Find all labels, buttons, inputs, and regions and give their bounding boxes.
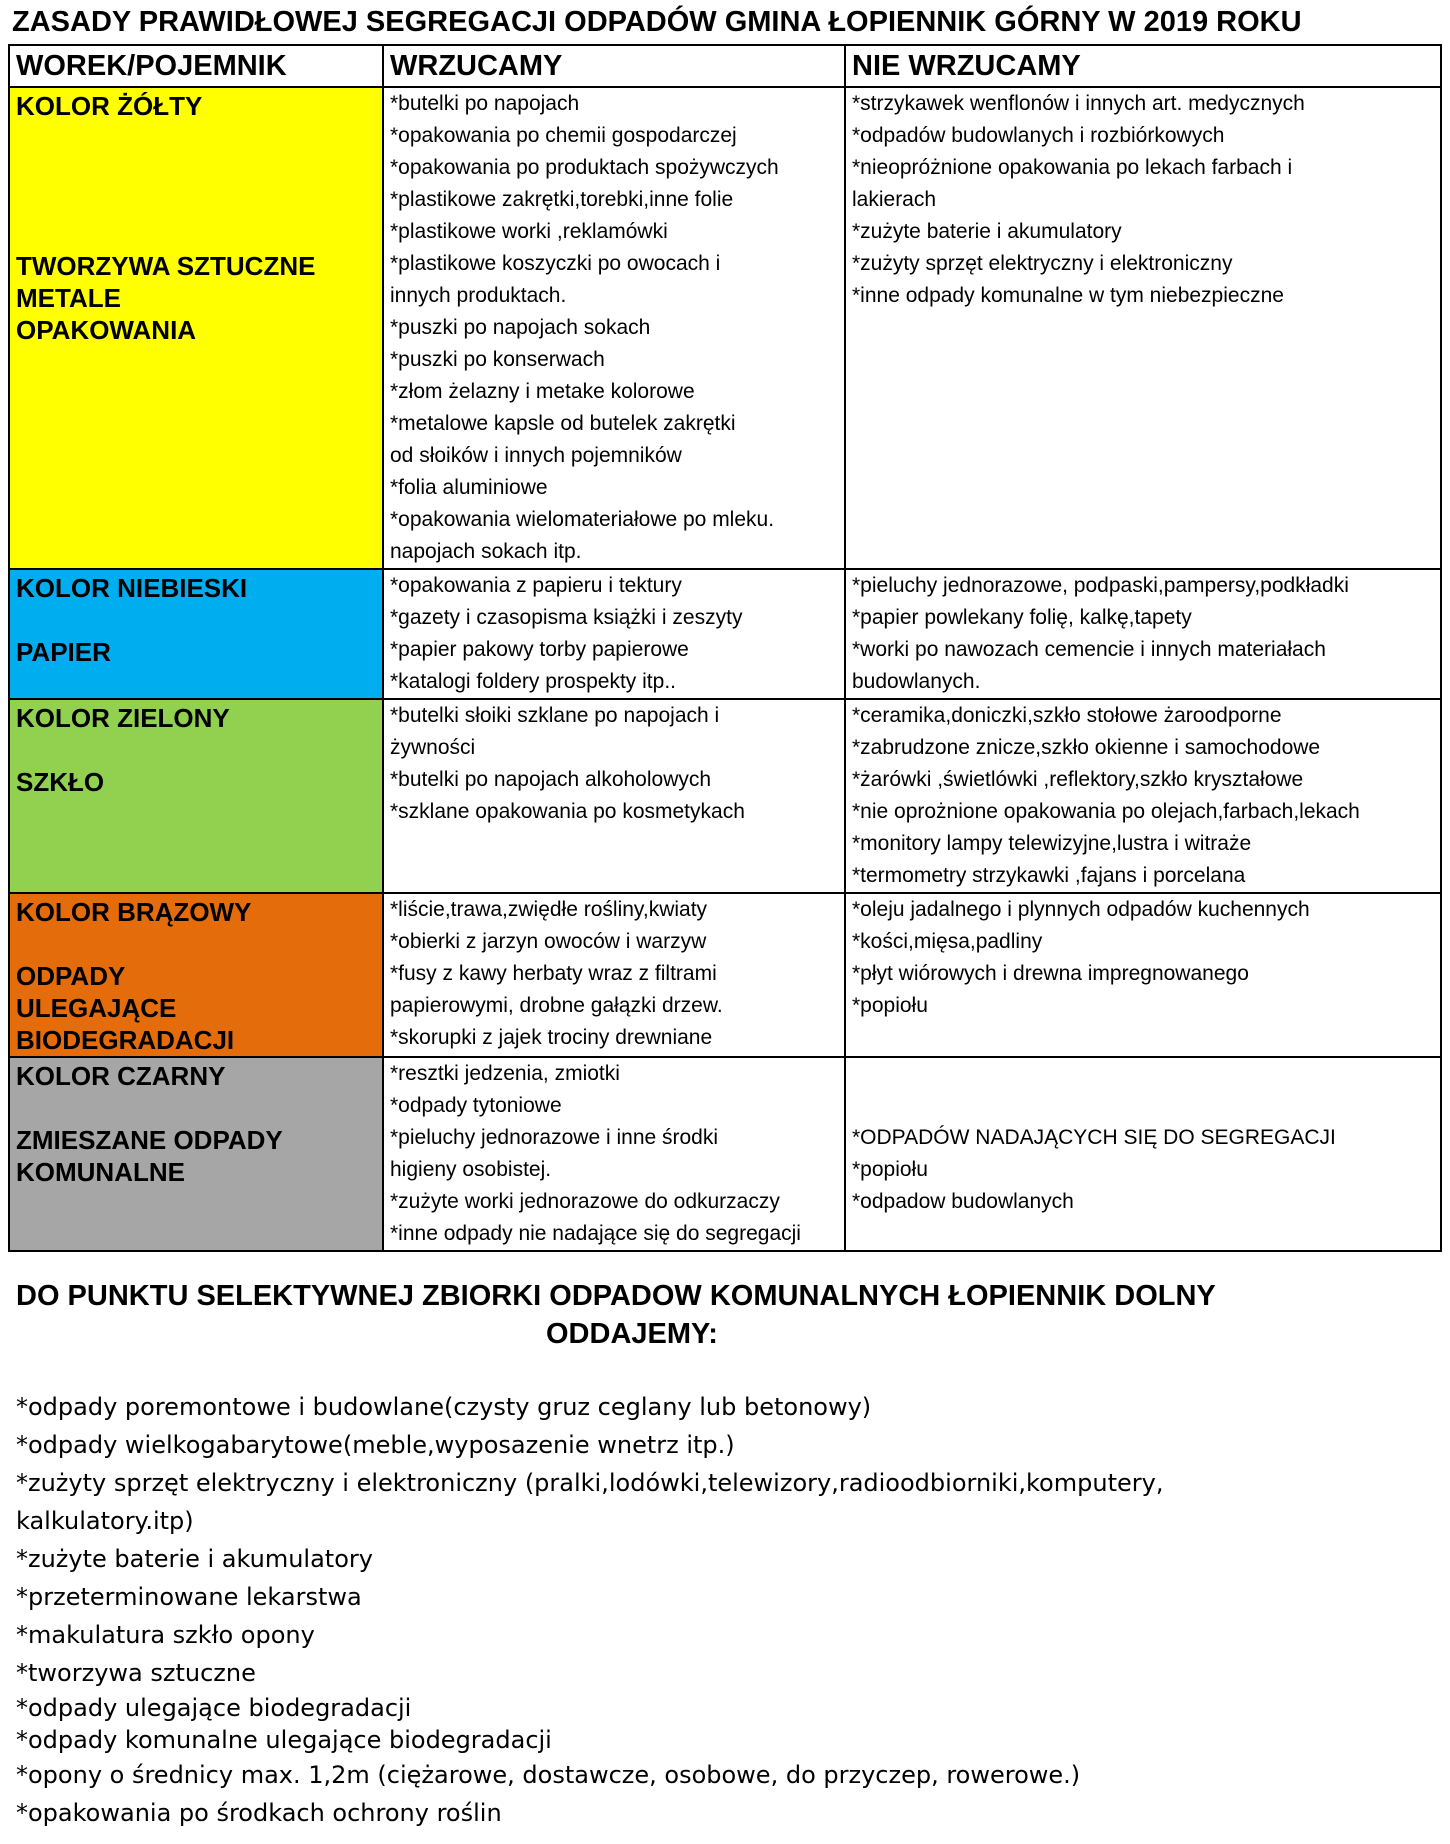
list-item: napojach sokach itp. [390, 540, 582, 563]
list-item: *opakowania po produktach spożywczych [390, 156, 779, 179]
list-item: lakierach [852, 188, 937, 211]
table-row [9, 699, 1441, 893]
list-item: kalkulatory.itp) [16, 1507, 194, 1535]
list-item: *inne odpady nie nadające się do segregacji [390, 1222, 801, 1245]
accepted-cell [383, 893, 845, 1057]
list-item: *plastikowe koszyczki po owocach i [390, 252, 721, 275]
list-item: *odpadów budowlanych i rozbiórkowych [852, 124, 1225, 147]
bin-color-label: KOLOR NIEBIESKI [16, 573, 248, 603]
header-rejected: NIE WRZUCAMY [845, 45, 1441, 87]
list-item: *tworzywa sztuczne [16, 1659, 256, 1687]
document-title: ZASADY PRAWIDŁOWEJ SEGREGACJI ODPADÓW GMINA ŁOPIENNIK GÓRNY W 2019 ROKU [12, 6, 1302, 38]
list-item: *opakowania po chemii gospodarczej [390, 124, 737, 147]
bin-color-label: KOLOR CZARNY [16, 1061, 226, 1091]
list-item: *makulatura szkło opony [16, 1621, 315, 1649]
list-item: *oleju jadalnego i plynnych odpadów kuchennych [852, 898, 1310, 921]
list-item: *termometry strzykawki ,fajans i porcelana [852, 864, 1246, 887]
list-item: *fusy z kawy herbaty wraz z filtrami [390, 962, 717, 985]
list-item: *nieopróżnione opakowania po lekach farbach i [852, 156, 1293, 179]
list-item: higieny osobistej. [390, 1158, 552, 1181]
list-item: *butelki po napojach [390, 92, 580, 115]
list-item: *płyt wiórowych i drewna impregnowanego [852, 962, 1249, 985]
bin-waste-type: SZKŁO [16, 767, 105, 797]
list-item: *folia aluminiowe [390, 476, 548, 499]
header-accepted: WRZUCAMY [383, 45, 845, 87]
list-item: *monitory lampy telewizyjne,lustra i witraże [852, 832, 1252, 855]
bin-cell-black [9, 1057, 383, 1251]
list-item: *butelki po napojach alkoholowych [390, 768, 712, 791]
list-item: *metalowe kapsle od butelek zakrętki [390, 412, 736, 435]
accepted-cell [383, 569, 845, 699]
list-item: *opony o średnicy max. 1,2m (ciężarowe, dostawcze, osobowe, do przyczep, rowerowe.) [16, 1761, 1081, 1789]
table-row [9, 1057, 1441, 1251]
list-item: *zużyty sprzęt elektryczny i elektroniczny (pralki,lodówki,telewizory,radioodbiorniki,komputery, [16, 1469, 1164, 1497]
drop-off-heading-line1: DO PUNKTU SELEKTYWNEJ ZBIORKI ODPADOW KOMUNALNYCH ŁOPIENNIK DOLNY [16, 1280, 1216, 1312]
list-item: *odpady ulegające biodegradacji [16, 1694, 412, 1722]
list-item: *skorupki z jajek trociny drewniane [390, 1026, 713, 1049]
rejected-cell [845, 699, 1441, 893]
bin-color-label: KOLOR BRĄZOWY [16, 897, 252, 927]
list-item: *popiołu [852, 1158, 928, 1181]
list-item: *opakowania z papieru i tektury [390, 574, 682, 597]
bin-waste-type: ODPADY ULEGAJĄCE BIODEGRADACJI [16, 961, 235, 1055]
accepted-cell [383, 87, 845, 569]
list-item: *kości,mięsa,padliny [852, 930, 1043, 953]
list-item: budowlanych. [852, 670, 981, 693]
list-item: *pieluchy jednorazowe i inne środki [390, 1126, 719, 1149]
list-item: *plastikowe worki ,reklamówki [390, 220, 668, 243]
list-item: *żarówki ,świetlówki ,reflektory,szkło kryształowe [852, 768, 1304, 791]
list-item: *ODPADÓW NADAJĄCYCH SIĘ DO SEGREGACJI [852, 1126, 1336, 1149]
bin-color-label: KOLOR ŻÓŁTY [16, 91, 203, 121]
list-item: *złom żelazny i metake kolorowe [390, 380, 695, 403]
list-item: *puszki po konserwach [390, 348, 605, 371]
list-item: *przeterminowane lekarstwa [16, 1583, 362, 1611]
list-item: *zabrudzone znicze,szkło okienne i samochodowe [852, 736, 1321, 759]
list-item: *plastikowe zakrętki,torebki,inne folie [390, 188, 734, 211]
drop-off-point-heading [16, 1277, 1316, 1353]
list-item: *opakowania wielomateriałowe po mleku. [390, 508, 775, 531]
list-item: *liście,trawa,zwiędłe rośliny,kwiaty [390, 898, 708, 921]
accepted-cell [383, 699, 845, 893]
list-item: od słoików i innych pojemników [390, 444, 682, 467]
table-row [9, 893, 1441, 1057]
table-row [9, 569, 1441, 699]
bin-waste-type: ZMIESZANE ODPADY KOMUNALNE [16, 1125, 283, 1187]
list-item: *opakowania po środkach ochrony roślin [16, 1799, 502, 1827]
list-item: *zużyty sprzęt elektryczny i elektroniczny [852, 252, 1233, 275]
rejected-cell [845, 1057, 1441, 1251]
list-item: *butelki słoiki szklane po napojach i [390, 704, 720, 727]
list-item: *zużyte baterie i akumulatory [852, 220, 1122, 243]
list-item: *papier powlekany folię, kalkę,tapety [852, 606, 1192, 629]
bin-waste-type: PAPIER [16, 637, 111, 667]
rejected-cell [845, 893, 1441, 1057]
bin-cell-brown [9, 893, 383, 1057]
table-row [9, 87, 1441, 569]
list-item: *papier pakowy torby papierowe [390, 638, 689, 661]
segregation-table [8, 44, 1442, 1252]
table-header-row [9, 45, 1441, 87]
list-item: *zużyte baterie i akumulatory [16, 1545, 373, 1573]
list-item: *odpady wielkogabarytowe(meble,wyposazenie wnetrz itp.) [16, 1431, 735, 1459]
bin-color-label: KOLOR ZIELONY [16, 703, 230, 733]
bin-cell-yellow [9, 87, 383, 569]
list-item: *resztki jedzenia, zmiotki [390, 1062, 620, 1085]
bin-cell-blue [9, 569, 383, 699]
list-item: *nie oprożnione opakowania po olejach,farbach,lekach [852, 800, 1360, 823]
list-item: *szklane opakowania po kosmetykach [390, 800, 745, 823]
list-item: *worki po nawozach cemencie i innych materiałach [852, 638, 1326, 661]
list-item: *pieluchy jednorazowe, podpaski,pampersy,podkładki [852, 574, 1349, 597]
list-item: *zużyte worki jednorazowe do odkurzaczy [390, 1190, 780, 1213]
list-item: innych produktach. [390, 284, 567, 307]
list-item: *inne odpady komunalne w tym niebezpieczne [852, 284, 1284, 307]
list-item: *katalogi foldery prospekty itp.. [390, 670, 676, 693]
rejected-cell [845, 569, 1441, 699]
list-item: *strzykawek wenflonów i innych art. medycznych [852, 92, 1305, 115]
bin-waste-type: TWORZYWA SZTUCZNE METALE OPAKOWANIA [16, 251, 316, 345]
list-item: *odpadow budowlanych [852, 1190, 1074, 1213]
list-item: papierowymi, drobne gałązki drzew. [390, 994, 723, 1017]
list-item: *obierki z jarzyn owoców i warzyw [390, 930, 707, 953]
accepted-cell [383, 1057, 845, 1251]
list-item: *puszki po napojach sokach [390, 316, 651, 339]
list-item: *gazety i czasopisma książki i zeszyty [390, 606, 743, 629]
rejected-cell [845, 87, 1441, 569]
drop-off-items-list [16, 1388, 1416, 1832]
list-item: *ceramika,doniczki,szkło stołowe żaroodporne [852, 704, 1282, 727]
drop-off-heading-line2: ODDAJEMY: [546, 1318, 718, 1350]
list-item: *odpady poremontowe i budowlane(czysty gruz ceglany lub betonowy) [16, 1393, 872, 1421]
header-bin: WOREK/POJEMNIK [9, 45, 383, 87]
list-item: *popiołu [852, 994, 928, 1017]
list-item: *odpady komunalne ulegające biodegradacji [16, 1726, 552, 1754]
bin-cell-green [9, 699, 383, 893]
list-item: żywności [390, 736, 476, 759]
list-item: *odpady tytoniowe [390, 1094, 562, 1117]
